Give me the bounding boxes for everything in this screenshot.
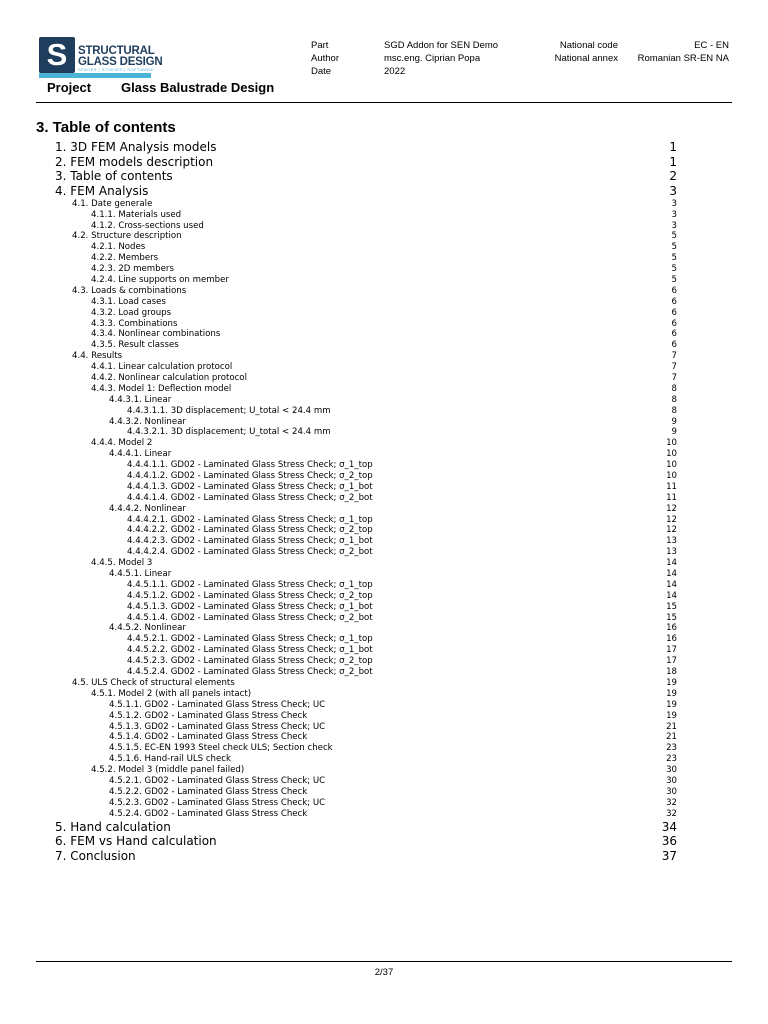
toc-entry-page: 14: [666, 579, 677, 590]
toc-entry[interactable]: [0, 449, 768, 460]
project-name: Glass Balustrade Design: [121, 80, 275, 95]
toc-entry[interactable]: [0, 525, 768, 536]
national-code-value: EC - EN: [694, 40, 729, 51]
toc-entry-page: 15: [666, 612, 677, 623]
toc-entry-title: 1. 3D FEM Analysis models: [55, 140, 217, 154]
toc-entry[interactable]: [0, 678, 768, 689]
toc-entry[interactable]: [0, 438, 768, 449]
toc-entry[interactable]: [0, 221, 768, 232]
toc-entry[interactable]: [0, 754, 768, 765]
toc-entry-page: 8: [671, 394, 677, 405]
toc-entry-title: 4.4.5.2.2. GD02 - Laminated Glass Stress Check; σ_1_bot: [127, 645, 373, 656]
toc-entry-title: 4.5.2.2. GD02 - Laminated Glass Stress Check: [109, 786, 308, 797]
national-annex-value: Romanian SR-EN NA: [637, 53, 729, 64]
author-value: msc.eng. Ciprian Popa: [384, 53, 481, 64]
toc-entry[interactable]: [0, 820, 768, 835]
logo-tagline: SPACES | STUDIES | SOFTWARE: [78, 67, 154, 72]
toc-entry[interactable]: [0, 667, 768, 678]
company-logo: [39, 37, 163, 79]
toc-entry-title: 4.3.2. Load groups: [91, 307, 172, 318]
toc-entry[interactable]: [0, 623, 768, 634]
toc-entry[interactable]: [0, 242, 768, 253]
toc-entry-page: 6: [671, 307, 677, 318]
toc-entry-title: 4.4.5.2.1. GD02 - Laminated Glass Stress Check; σ_1_top: [127, 634, 373, 645]
toc-entry-title: 7. Conclusion: [55, 848, 136, 863]
toc-entry[interactable]: [0, 834, 768, 849]
author-label: Author: [311, 53, 339, 64]
toc-entry-title: 4.4.5.2. Nonlinear: [109, 623, 186, 634]
toc-entry-page: 16: [666, 634, 677, 645]
toc-entry-page: 19: [666, 699, 677, 710]
toc-entry-title: 4.4.4.2. Nonlinear: [109, 503, 186, 514]
toc-entry[interactable]: [0, 308, 768, 319]
toc-entry-title: 4.4.4.1.1. GD02 - Laminated Glass Stress Check; σ_1_top: [127, 460, 373, 471]
toc-entry-page: 11: [666, 481, 677, 492]
toc-entry-title: 4.5.2.1. GD02 - Laminated Glass Stress Check; UC: [109, 775, 326, 786]
toc-entry[interactable]: [0, 319, 768, 330]
toc-entry-title: 4.2.1. Nodes: [91, 242, 146, 253]
toc-entry-page: 6: [671, 285, 677, 296]
national-annex-label: National annex: [554, 53, 618, 64]
toc-entry-page: 19: [666, 688, 677, 699]
toc-entry-page: 13: [666, 536, 677, 547]
toc-entry[interactable]: [0, 384, 768, 395]
toc-entry-page: 17: [666, 656, 677, 667]
toc-entry[interactable]: [0, 417, 768, 428]
toc-entry-title: 4.4.4.2.3. GD02 - Laminated Glass Stress Check; σ_1_bot: [127, 536, 373, 547]
toc-entry[interactable]: [0, 569, 768, 580]
page-header: [0, 0, 768, 104]
toc-entry-title: 4.4.4.2.2. GD02 - Laminated Glass Stress Check; σ_2_top: [127, 525, 373, 536]
toc-entry-page: 14: [666, 558, 677, 569]
toc-entry[interactable]: [0, 700, 768, 711]
toc-entry[interactable]: [0, 210, 768, 221]
toc-entry-page: 7: [671, 351, 677, 362]
toc-entry-page: 11: [666, 492, 677, 503]
toc-entry-title: 4.3.5. Result classes: [91, 340, 179, 351]
toc-entry-title: 4.5.1.5. EC-EN 1993 Steel check ULS; Section check: [109, 743, 333, 754]
toc-entry-page: 16: [666, 623, 677, 634]
toc-entry-title: 3. Table of contents: [55, 169, 173, 184]
toc-entry-page: 1: [669, 140, 677, 154]
toc-entry-page: 12: [666, 514, 677, 525]
toc-entry-page: 13: [666, 547, 677, 558]
toc-entry[interactable]: [0, 580, 768, 591]
toc-entry-title: 4.4.2. Nonlinear calculation protocol: [91, 373, 247, 383]
toc-entry-page: 9: [671, 427, 677, 438]
toc-entry-page: 9: [671, 416, 677, 427]
toc-entry-title: 4.5.2. Model 3 (middle panel failed): [91, 765, 245, 776]
toc-entry[interactable]: [0, 482, 768, 493]
toc-entry-title: 4.4.3.1. Linear: [109, 394, 172, 405]
toc-entry-page: 1: [669, 154, 677, 169]
part-value: SGD Addon for SEN Demo: [384, 40, 499, 51]
toc-entry[interactable]: [0, 809, 768, 820]
toc-entry[interactable]: [0, 286, 768, 297]
toc-entry-title: 4.4.4.1.2. GD02 - Laminated Glass Stress Check; σ_2_top: [127, 471, 373, 482]
toc-entry-page: 7: [671, 373, 677, 383]
toc-entry-title: 4.1.2. Cross-sections used: [91, 220, 204, 231]
toc-entry[interactable]: [0, 253, 768, 264]
toc-entry[interactable]: [0, 645, 768, 656]
toc-entry-title: 4.4.5.1.4. GD02 - Laminated Glass Stress Check; σ_2_bot: [127, 612, 373, 623]
toc-entry-page: 6: [671, 296, 677, 307]
toc-entry-page: 3: [671, 220, 677, 231]
toc-entry-page: 30: [666, 786, 677, 797]
toc-entry-page: 30: [666, 775, 677, 786]
toc-entry-title: 4.4.5.2.4. GD02 - Laminated Glass Stress Check; σ_2_bot: [127, 667, 373, 678]
toc-entry-page: 34: [661, 819, 677, 834]
logo-text-line1: STRUCTURAL: [78, 45, 155, 57]
toc-entry-page: 3: [669, 184, 677, 199]
toc-entry[interactable]: [0, 297, 768, 308]
toc-entry[interactable]: [0, 689, 768, 700]
toc-entry-page: 2: [669, 169, 677, 184]
toc-entry-title: 4.4.4.1.3. GD02 - Laminated Glass Stress Check; σ_1_bot: [127, 481, 373, 492]
toc-entry-title: 4.5.2.3. GD02 - Laminated Glass Stress Check; UC: [109, 797, 326, 808]
toc-entry-title: 4.4.5.1.1. GD02 - Laminated Glass Stress Check; σ_1_top: [127, 579, 373, 590]
toc-entry-title: 4.5.1.2. GD02 - Laminated Glass Stress Check: [109, 710, 308, 721]
toc-entry-title: 5. Hand calculation: [55, 819, 171, 834]
toc-entry[interactable]: [0, 493, 768, 504]
toc-entry-page: 12: [666, 503, 677, 514]
toc-entry-title: 4.5.1.3. GD02 - Laminated Glass Stress Check; UC: [109, 721, 326, 732]
toc-entry[interactable]: [0, 656, 768, 667]
logo-accent-bar: [39, 73, 151, 78]
toc-entry-title: 4.5.2.4. GD02 - Laminated Glass Stress Check: [109, 808, 308, 819]
toc-entry[interactable]: [0, 743, 768, 754]
toc-entry-page: 10: [666, 438, 677, 449]
toc-entry-page: 5: [671, 253, 677, 264]
toc-entry-page: 14: [666, 590, 677, 601]
toc-entry-page: 15: [666, 601, 677, 612]
toc-entry[interactable]: [0, 536, 768, 547]
toc-entry[interactable]: [0, 591, 768, 602]
toc-entry-title: 4.1. Date generale: [72, 198, 153, 209]
toc-entry-title: 4.1.1. Materials used: [91, 209, 182, 220]
toc-entry-title: 4.4.4.1. Linear: [109, 449, 172, 460]
logo-letter: S: [46, 37, 68, 72]
toc-entry[interactable]: [0, 340, 768, 351]
toc-entry[interactable]: [0, 169, 768, 184]
toc-entry-page: 32: [666, 808, 677, 819]
toc-entry[interactable]: [0, 231, 768, 242]
toc-entry-page: 19: [666, 677, 677, 688]
toc-entry-page: 8: [671, 383, 677, 394]
toc-entry[interactable]: [0, 732, 768, 743]
toc-entry[interactable]: [0, 373, 768, 384]
toc-entry-page: 5: [671, 242, 677, 253]
toc-entry[interactable]: [0, 264, 768, 275]
toc-entry-title: 4.3.1. Load cases: [91, 296, 166, 307]
toc-entry-title: 4.4.3.2. Nonlinear: [109, 416, 186, 427]
toc-entry[interactable]: [0, 395, 768, 406]
toc-entry[interactable]: [0, 406, 768, 417]
toc-entry-page: 36: [661, 834, 677, 849]
toc-entry[interactable]: [0, 798, 768, 809]
toc-entry[interactable]: [0, 515, 768, 526]
toc-entry-title: 4.2. Structure description: [72, 231, 182, 242]
toc-entry-title: 4.4.5.1.3. GD02 - Laminated Glass Stress Check; σ_1_bot: [127, 601, 373, 612]
toc-heading: 3. Table of contents: [36, 119, 176, 136]
toc-entry-title: 4.2.4. Line supports on member: [91, 274, 229, 285]
toc-entry-title: 4. FEM Analysis: [55, 184, 149, 199]
toc-entry-page: 6: [671, 318, 677, 329]
toc-entry[interactable]: [0, 155, 768, 170]
toc-entry-page: 6: [671, 329, 677, 340]
logo-text-line2: GLASS DESIGN: [78, 56, 163, 68]
toc-entry[interactable]: [0, 199, 768, 210]
toc-entry-page: 12: [666, 525, 677, 536]
toc-entry[interactable]: [0, 765, 768, 776]
toc-entry-title: 4.3.4. Nonlinear combinations: [91, 329, 221, 340]
date-value: 2022: [384, 66, 406, 77]
date-label: Date: [311, 66, 332, 77]
toc-entry-page: 8: [671, 405, 677, 416]
toc-entry-title: 4.2.2. Members: [91, 253, 159, 264]
toc-entry-title: 4.3. Loads & combinations: [72, 285, 187, 296]
logo-mark: [39, 37, 75, 73]
toc-entry-page: 5: [671, 274, 677, 285]
part-label: Part: [311, 40, 329, 51]
toc-entry-title: 4.2.3. 2D members: [91, 264, 174, 275]
toc-entry[interactable]: [0, 602, 768, 613]
toc-entry-page: 10: [666, 449, 677, 460]
toc-entry[interactable]: [0, 275, 768, 286]
toc-entry-title: 4.4.5.2.3. GD02 - Laminated Glass Stress Check; σ_2_top: [127, 656, 373, 667]
toc-entry-title: 4.4.5. Model 3: [91, 558, 153, 569]
toc-entry-page: 32: [666, 797, 677, 808]
toc-entry-page: 6: [671, 340, 677, 351]
toc-entry-page: 37: [661, 848, 677, 863]
toc-entry-title: 4.4.5.1. Linear: [109, 569, 172, 580]
toc-entry[interactable]: [0, 776, 768, 787]
toc-entry-page: 10: [666, 460, 677, 471]
toc-entry-page: 17: [666, 645, 677, 656]
toc-entry-page: 3: [671, 198, 677, 209]
toc-entry[interactable]: [0, 471, 768, 482]
toc-entry-title: 4.5.1.6. Hand-rail ULS check: [109, 754, 231, 765]
toc-entry[interactable]: [0, 722, 768, 733]
toc-entry-title: 6. FEM vs Hand calculation: [55, 834, 217, 849]
toc-entry-page: 5: [671, 231, 677, 242]
toc-entry[interactable]: [0, 849, 768, 864]
toc-entry-title: 4.5.1.4. GD02 - Laminated Glass Stress Check: [109, 732, 308, 743]
toc-entry[interactable]: [0, 711, 768, 722]
toc-entry[interactable]: [0, 558, 768, 569]
toc-entry-page: 3: [671, 209, 677, 220]
toc-entry-page: 18: [666, 667, 677, 678]
toc-entry-title: 4.4.4. Model 2: [91, 438, 153, 449]
toc-entry-page: 14: [666, 569, 677, 580]
toc-entry-page: 30: [666, 765, 677, 776]
toc-entry-page: 19: [666, 710, 677, 721]
national-code-label: National code: [559, 40, 618, 51]
toc-entry-page: 21: [666, 732, 677, 743]
toc-entry-page: 10: [666, 471, 677, 482]
toc-entry-title: 2. FEM models description: [55, 154, 214, 169]
toc-entry-title: 4.4.3.2.1. 3D displacement; U_total < 24.4 mm: [127, 427, 331, 438]
toc-entry-page: 5: [671, 264, 677, 275]
toc-entry-title: 4.4.4.2.4. GD02 - Laminated Glass Stress Check; σ_2_bot: [127, 547, 373, 558]
toc-entry[interactable]: [0, 184, 768, 199]
toc-entry[interactable]: [0, 460, 768, 471]
toc-entry-title: 4.5.1.1. GD02 - Laminated Glass Stress Check; UC: [109, 699, 326, 710]
toc-entry-title: 4.5.1. Model 2 (with all panels intact): [91, 688, 252, 699]
toc-entry[interactable]: [0, 504, 768, 515]
toc-entry-page: 21: [666, 721, 677, 732]
toc-entry[interactable]: [0, 634, 768, 645]
toc-entry-page: 23: [666, 754, 677, 765]
toc-entry[interactable]: [0, 547, 768, 558]
toc-entry-title: 4.4.5.1.2. GD02 - Laminated Glass Stress Check; σ_2_top: [127, 590, 373, 601]
toc-entry-page: 7: [671, 362, 677, 373]
toc-entry[interactable]: [0, 329, 768, 340]
toc-entry[interactable]: [0, 140, 768, 155]
toc-entry-title: 4.4.4.1.4. GD02 - Laminated Glass Stress Check; σ_2_bot: [127, 492, 373, 503]
toc-entry-title: 4.4.3.1.1. 3D displacement; U_total < 24.4 mm: [127, 405, 331, 416]
toc-entry[interactable]: [0, 787, 768, 798]
toc-entry[interactable]: [0, 351, 768, 362]
header-divider: [36, 102, 732, 103]
project-label: Project: [47, 80, 92, 95]
toc-entry-title: 4.3.3. Combinations: [91, 318, 178, 329]
toc-entry[interactable]: [0, 362, 768, 373]
footer-divider: [36, 961, 732, 962]
page-number: 2/37: [374, 967, 394, 978]
table-of-contents: [0, 140, 768, 864]
toc-entry[interactable]: [0, 427, 768, 438]
toc-entry-title: 4.4.3. Model 1: Deflection model: [91, 383, 232, 394]
toc-entry-title: 4.4.1. Linear calculation protocol: [91, 362, 233, 373]
toc-entry-title: 4.5. ULS Check of structural elements: [72, 677, 235, 688]
toc-entry[interactable]: [0, 613, 768, 624]
toc-entry-title: 4.4. Results: [72, 351, 123, 362]
toc-entry-page: 23: [666, 743, 677, 754]
toc-entry-title: 4.4.4.2.1. GD02 - Laminated Glass Stress Check; σ_1_top: [127, 514, 373, 525]
